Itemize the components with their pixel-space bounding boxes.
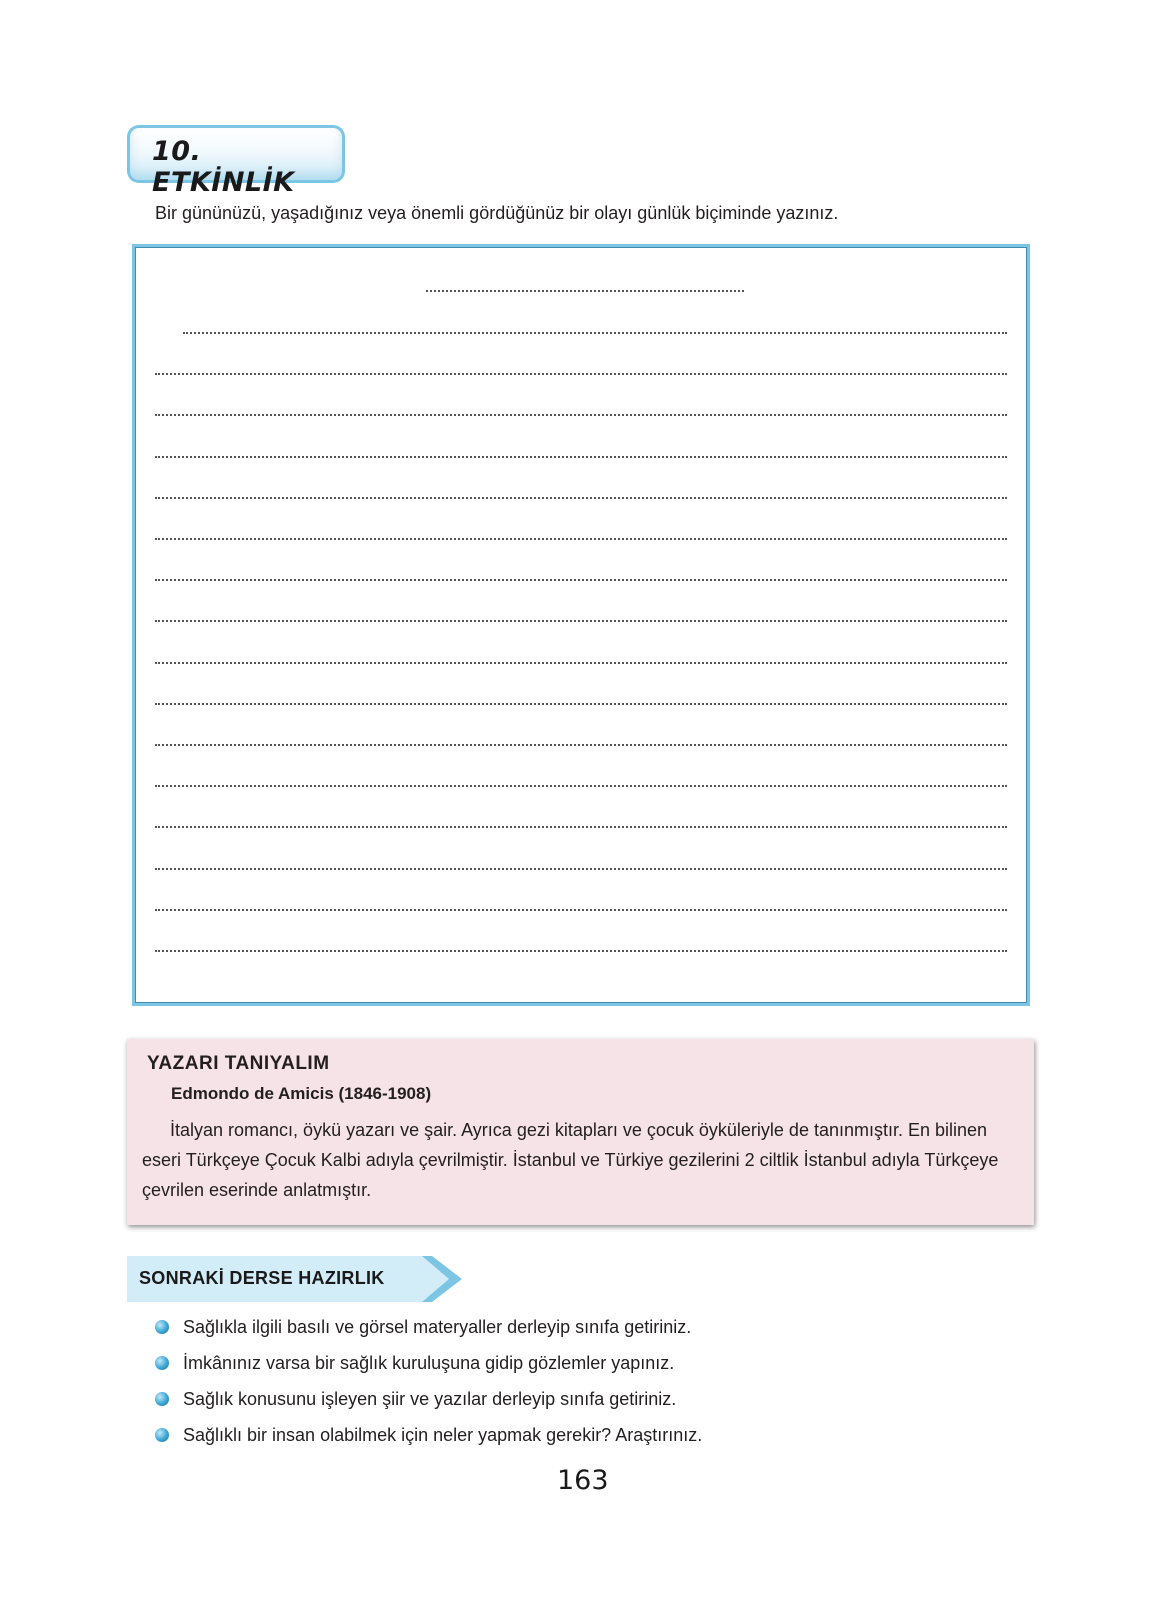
bullet-icon	[155, 1356, 169, 1370]
diary-writing-box	[132, 244, 1030, 1006]
writing-line	[155, 620, 1007, 622]
list-item-text: Sağlıklı bir insan olabilmek için neler yapmak gerekir? Araştırınız.	[183, 1425, 703, 1445]
bullet-icon	[155, 1320, 169, 1334]
list-item-text: Sağlıkla ilgili basılı ve görsel materyaller derleyip sınıfa getiriniz.	[183, 1317, 692, 1337]
page-number: 163	[557, 1465, 609, 1496]
author-heading: YAZARI TANIYALIM	[147, 1053, 330, 1074]
list-item-text: Sağlık konusunu işleyen şiir ve yazılar derleyip sınıfa getiriniz.	[183, 1389, 677, 1409]
diary-title-line	[426, 290, 744, 292]
next-lesson-banner	[127, 1256, 467, 1302]
bullet-icon	[155, 1392, 169, 1406]
writing-line	[155, 579, 1007, 581]
writing-line	[155, 456, 1007, 458]
writing-line	[155, 497, 1007, 499]
next-lesson-heading: SONRAKİ DERSE HAZIRLIK	[139, 1268, 385, 1288]
writing-line	[155, 744, 1007, 746]
list-item	[155, 1424, 702, 1460]
author-info-box	[127, 1039, 1034, 1225]
author-name: Edmondo de Amicis (1846-1908)	[171, 1084, 432, 1103]
writing-line	[155, 909, 1007, 911]
activity-badge	[127, 125, 345, 198]
list-item	[155, 1316, 702, 1352]
writing-line	[183, 332, 1007, 334]
writing-line	[155, 703, 1007, 705]
activity-label: 10. ETKİNLİK	[152, 136, 295, 198]
list-item-text: İmkânınız varsa bir sağlık kuruluşuna gidip gözlemler yapınız.	[183, 1353, 675, 1373]
author-bio: İtalyan romancı, öykü yazarı ve şair. Ayrıca gezi kitapları ve çocuk öyküleriyle de tanınmıştır. En bilinen eseri Türkçeye Çocuk Kalbi adıyla çevrilmiştir. İstanbul ve Türkiye gezilerini 2 ciltlik İstanbul adıyla Türkçeye çevrilen eserinde anlatmıştır.	[142, 1120, 999, 1200]
writing-line	[155, 538, 1007, 540]
writing-line	[155, 414, 1007, 416]
writing-line	[155, 785, 1007, 787]
bullet-icon	[155, 1428, 169, 1442]
activity-instruction: Bir gününüzü, yaşadığınız veya önemli gördüğünüz bir olayı günlük biçiminde yazınız.	[155, 203, 839, 223]
writing-line	[155, 950, 1007, 952]
next-lesson-list	[155, 1316, 702, 1460]
list-item	[155, 1352, 702, 1388]
writing-line	[155, 826, 1007, 828]
writing-line	[155, 373, 1007, 375]
writing-line	[155, 868, 1007, 870]
writing-line	[155, 662, 1007, 664]
list-item	[155, 1388, 702, 1424]
